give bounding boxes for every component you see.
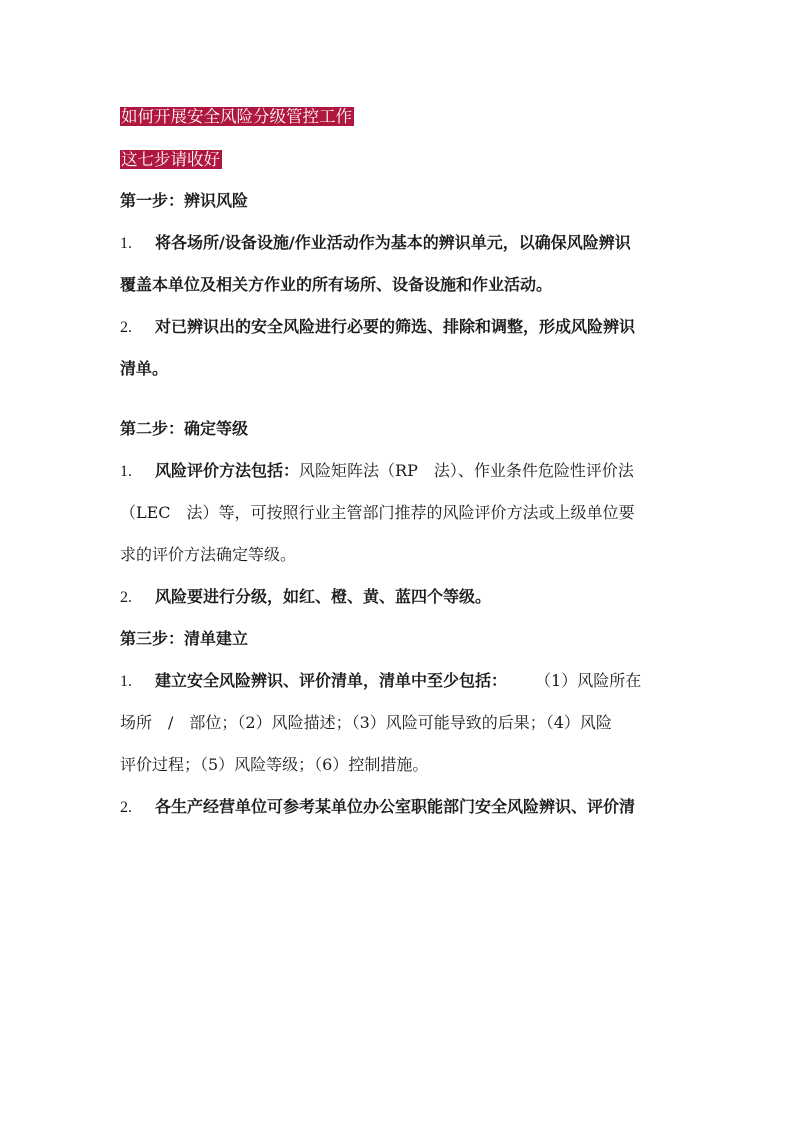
step2-item1-line2: （LEC 法）等，可按照行业主管部门推荐的风险评价方法或上级单位要 <box>120 503 635 522</box>
step3-item2-text: 各生产经营单位可参考某单位办公室职能部门安全风险辨识、评价清 <box>155 797 636 816</box>
step3-item2-number: 2. <box>120 799 132 816</box>
step3-item1-line3: 评价过程；（5）风险等级；（6）控制措施。 <box>120 755 429 774</box>
step3-item1-lead: 建立安全风险辨识、评价清单，清单中至少包括： <box>155 671 508 690</box>
step3-item2-line1 <box>120 796 635 819</box>
step3-item1-number: 1. <box>120 673 132 690</box>
step1-item1-number: 1. <box>120 235 132 252</box>
step1-item2-line1 <box>120 316 635 339</box>
step2-item1-rest: 风险矩阵法（RP 法）、作业条件危险性评价法 <box>299 461 634 480</box>
title-line-2 <box>120 149 222 171</box>
step1-item1-line1 <box>120 232 631 255</box>
step2-item1-line3: 求的评价方法确定等级。 <box>120 545 297 564</box>
step2-item1-number: 1. <box>120 463 132 480</box>
step3-heading: 第三步：清单建立 <box>120 629 249 648</box>
step3-item1-rest: （1）风险所在 <box>535 671 642 690</box>
step3-item1-line2: 场所 / 部位；（2）风险描述；（3）风险可能导致的后果；（4）风险 <box>120 713 612 732</box>
step2-item2-text: 风险要进行分级，如红、橙、黄、蓝四个等级。 <box>155 587 492 606</box>
title-highlight-2: 这七步请收好 <box>121 150 220 169</box>
step1-item2-text: 对已辨识出的安全风险进行必要的筛选、排除和调整，形成风险辨识 <box>155 317 636 336</box>
step2-item1-line1 <box>120 460 634 483</box>
step2-item2-line1 <box>120 586 491 609</box>
step1-item2-line2: 清单。 <box>120 359 169 378</box>
step1-item1-text: 将各场所/设备设施/作业活动作为基本的辨识单元，以确保风险辨识 <box>155 233 631 252</box>
step1-item1-line2: 覆盖本单位及相关方作业的所有场所、设备设施和作业活动。 <box>120 275 553 294</box>
step2-item1-lead: 风险评价方法包括： <box>155 461 300 480</box>
step1-heading: 第一步：辨识风险 <box>120 191 249 210</box>
step1-item2-number: 2. <box>120 319 132 336</box>
step2-item2-number: 2. <box>120 589 132 606</box>
title-highlight-1: 如何开展安全风险分级管控工作 <box>121 107 352 126</box>
step3-item1-line1 <box>120 670 641 693</box>
step2-heading: 第二步：确定等级 <box>120 419 249 438</box>
title-line-1 <box>120 106 354 128</box>
